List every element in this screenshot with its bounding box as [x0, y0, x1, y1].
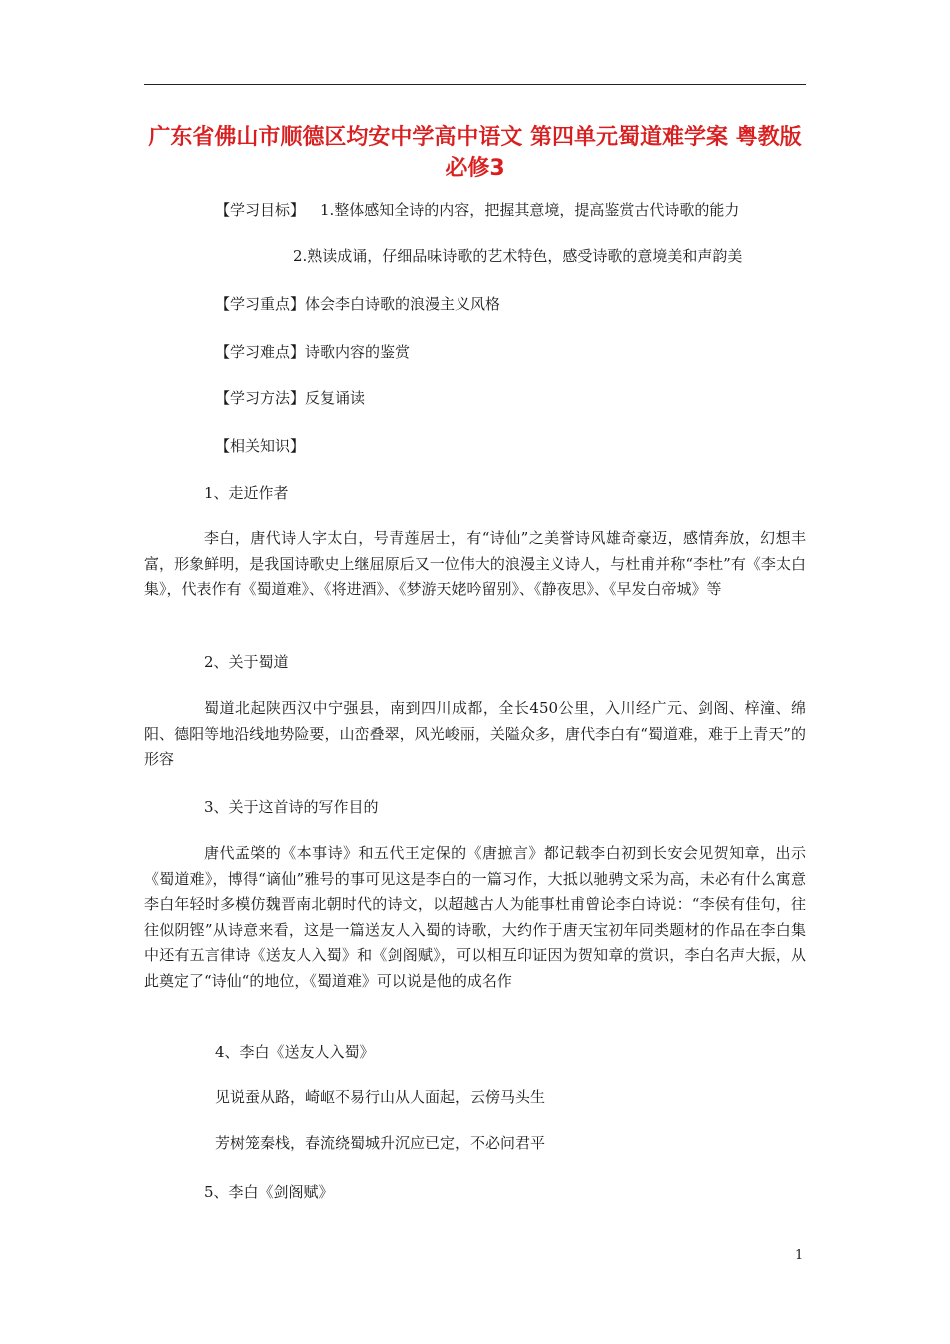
poem-heading: 4、李白《送友人入蜀》 — [215, 1043, 375, 1061]
knowledge-heading: 【相关知识】 — [215, 437, 306, 455]
section-heading-shudao: 2、关于蜀道 — [204, 653, 289, 671]
document-title: 广东省佛山市顺德区均安中学高中语文 第四单元蜀道难学案 粤教版必修3 — [148, 125, 802, 181]
objective-item-2: 2.熟读成诵，仔细品味诗歌的艺术特色，感受诗歌的意境美和声韵美 — [293, 247, 743, 265]
poem-line-2: 芳树笼秦栈，春流绕蜀城升沉应已定，不必问君平 — [215, 1134, 546, 1152]
learning-difficulty: 【学习难点】诗歌内容的鉴赏 — [215, 343, 411, 361]
objective-item-1: 1.整体感知全诗的内容，把握其意境，提高鉴赏古代诗歌的能力 — [320, 201, 740, 219]
header-rule — [144, 84, 806, 85]
section-heading-jiange: 5、李白《剑阁赋》 — [204, 1183, 334, 1201]
learning-focus: 【学习重点】体会李白诗歌的浪漫主义风格 — [215, 295, 501, 313]
objectives-label: 【学习目标】 — [215, 201, 306, 219]
section-body-author: 李白，唐代诗人字太白，号青莲居士，有“诗仙”之美誉诗风雄奇豪迈，感情奔放，幻想丰富，形象鲜明，是我国诗歌史上继屈原后又一位伟大的浪漫主义诗人，与杜甫并称“李杜”有《李太白集》，代表作有《蜀道难》、《将进酒》、《梦游天姥吟留别》、《静夜思》、《早发白帝城》等 — [144, 529, 806, 598]
section-heading-purpose: 3、关于这首诗的写作目的 — [204, 798, 379, 816]
section-body-shudao: 蜀道北起陕西汉中宁强县，南到四川成都，全长450公里，入川经广元、剑阁、梓潼、绵阳、德阳等地沿线地势险要，山峦叠翠，风光峻丽，关隘众多，唐代李白有“蜀道难，难于上青天”的形容 — [144, 699, 806, 768]
poem-line-1: 见说蚕从路，崎岖不易行山从人面起，云傍马头生 — [215, 1088, 546, 1106]
section-heading-author: 1、走近作者 — [204, 484, 289, 502]
page-number: 1 — [795, 1248, 804, 1263]
section-body-purpose: 唐代孟棨的《本事诗》和五代王定保的《唐摭言》都记载李白初到长安会见贺知章，出示《蜀道难》，博得“谪仙”雅号的事可见这是李白的一篇习作，大抵以驰骋文采为高，未必有什么寓意李白年轻时多模仿魏晋南北朝时代的诗文，以超越古人为能事杜甫曾论李白诗说：“李侯有佳句，往往似阴铿”从诗意来看，这是一篇送友人入蜀的诗歌，大约作于唐天宝初年同类题材的作品在李白集中还有五言律诗《送友人入蜀》和《剑阁赋》，可以相互印证因为贺知章的赏识，李白名声大振，从此奠定了“诗仙“的地位，《蜀道难》可以说是他的成名作 — [144, 844, 806, 990]
learning-method: 【学习方法】反复诵读 — [215, 389, 366, 407]
